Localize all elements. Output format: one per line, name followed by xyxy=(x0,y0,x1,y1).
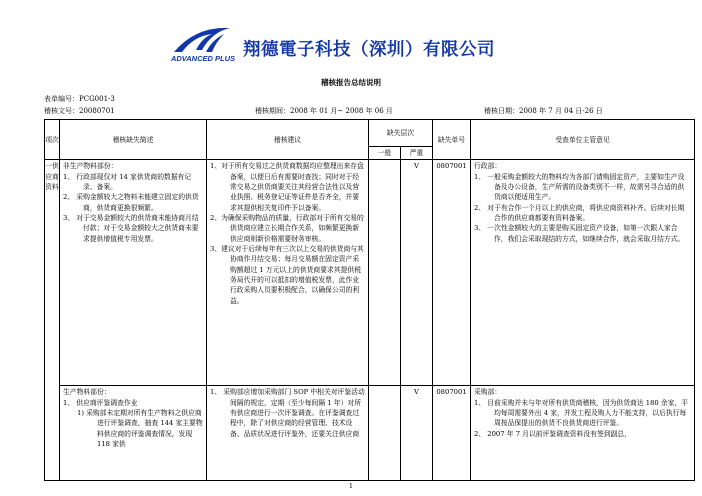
level-general-cell xyxy=(369,386,401,481)
summary-cell xyxy=(60,160,207,386)
suggestion-line: 2、为确保采购物品的质量，行政部对于所有交易的供货商应建立长期合作关系，如频繁更换新供应商则新价格需要财务审核。 xyxy=(210,213,364,243)
summary-cell xyxy=(60,386,207,481)
table-row xyxy=(45,160,695,386)
item-cell xyxy=(45,160,60,386)
response-line: 采购部： xyxy=(474,388,502,397)
missing-no-cell: 0807001 xyxy=(433,386,471,481)
response-line: 2、 对于有合作一个月以上的供应商，将供应商资料补齐。后续对长期合作的供应商都要有资料备案。 xyxy=(474,203,685,222)
header-level-serious: 严重 xyxy=(401,147,433,160)
response-cell xyxy=(471,160,695,386)
suggestion-cell xyxy=(207,160,369,386)
audit-period: 稽核期间：2008 年 01 月~ 2008 年 06 月 xyxy=(255,107,393,115)
missing-no-cell: 0807001 xyxy=(433,160,471,386)
response-line: 行政部： xyxy=(474,162,502,171)
summary-line: 1) 采购部未定期对所有生产物料之供应商进行评鉴调查，抽查 144 家主要物料供应商的评鉴调查情况，发现 118 家供 xyxy=(77,408,203,448)
header-level: 缺失层次 xyxy=(369,120,433,147)
item-cell xyxy=(45,386,60,481)
item-label: 一供应商资料 xyxy=(45,162,59,191)
table-row xyxy=(45,386,695,481)
suggestion-line: 1、对于所有交易过之供货商数据均应整理出来存盘备案，以便日后有需要时查找；同时对于经常交易之供货商要关注其经营合法性以及营业执照、税务登记证等证件是否齐全，并要求其提供相关复印件予以备案。 xyxy=(210,162,364,212)
summary-line: 1、 供应商评鉴调查作业 xyxy=(63,398,138,407)
response-line: 2、 2007 年 7 月以前评鉴调查资料没有签到副总， xyxy=(474,429,631,438)
response-line: 1、 一般采购金额较大的物料均为各部门请购固定资产，主要如生产设备及办公设备，生产所需的设备类别不一样，故需另寻合适的供货商以便适用生产。 xyxy=(474,172,685,202)
suggestion-cell xyxy=(207,386,369,481)
company-logo xyxy=(168,22,238,64)
summary-line: 生产物料部份： xyxy=(63,388,111,397)
page-number: 1 xyxy=(348,482,354,490)
response-cell xyxy=(471,386,695,481)
form-number: 表单编号：PCG001-3 xyxy=(44,95,115,103)
company-name: 翔德電子科技（深圳）有限公司 xyxy=(243,40,495,60)
level-serious-cell: V xyxy=(401,160,433,386)
suggestion-line: 1、 采购部应增加采购部门 SOP 中相关对评鉴活动间隔的规定，定期（至少每间隔 1 年）对所有供应商进行一次评鉴调查。在评鉴调查过程中，除了对供应商的经营管理、技术设备、品质状况进行评鉴外，还要关注供应商 xyxy=(210,388,365,438)
level-serious-cell: V xyxy=(401,386,433,481)
header-summary: 稽核缺失简述 xyxy=(60,120,207,160)
summary-line: 非生产物料部份： xyxy=(63,162,118,171)
summary-line: 3、 对于交易金额较大的供货商未能协商月结付款；对于交易金额较大之供货商未要求提供增值税专用发票。 xyxy=(63,213,199,243)
header-missing-no: 缺失单号 xyxy=(433,120,471,160)
header-suggestion: 稽核建议 xyxy=(207,120,369,160)
response-line: 3、 一次性金额较大的主要是购买固定资产设备，如第一次跟人家合作，我们会采取现结的方式，如继续合作，就会采取月结方式。 xyxy=(474,224,685,243)
audit-date: 稽核日期：2008 年 7 月 04 日-26 日 xyxy=(484,107,603,115)
header-response: 受查单位主管意见 xyxy=(471,120,695,160)
level-general-cell xyxy=(369,160,401,386)
summary-line: 1、 行政部现仅对 14 家供货商的数据有记录、备案。 xyxy=(63,172,192,191)
document-title: 稽核报告总结说明 xyxy=(321,78,381,87)
response-line: 1、 目前采购并未与年对所有供货商稽核，因为供货商达 180 余家，平均每周需要外出 4 家，并发工程及购人力不能支持，以后执行每周按品保提出的供货不良供货商进行评鉴。 xyxy=(474,398,689,428)
logo-text: ADVANCED PLUS xyxy=(170,54,236,63)
summary-line: 2、 采购金额较大之物料未能建立固定的供货商，供货商更换很频繁。 xyxy=(63,193,199,212)
header-level-general: 一般 xyxy=(369,147,401,160)
table-header-row xyxy=(45,120,695,147)
logo-swoosh xyxy=(174,28,230,52)
audit-table xyxy=(44,119,695,481)
audit-document-number: 稽核文号：20080701 xyxy=(44,107,115,115)
suggestion-line: 3、建议对于后续每年有三次以上交易的供货商与其协商作月结交易；每月交易额在固定资产采购额超过 1 万元以上的供货商要求其提供税务局代开的可以抵扣的增值税发票，此作业行政采购人员要积极配合，以确保公司的利益。 xyxy=(210,244,364,305)
header-item-no: 项次 xyxy=(45,120,60,160)
